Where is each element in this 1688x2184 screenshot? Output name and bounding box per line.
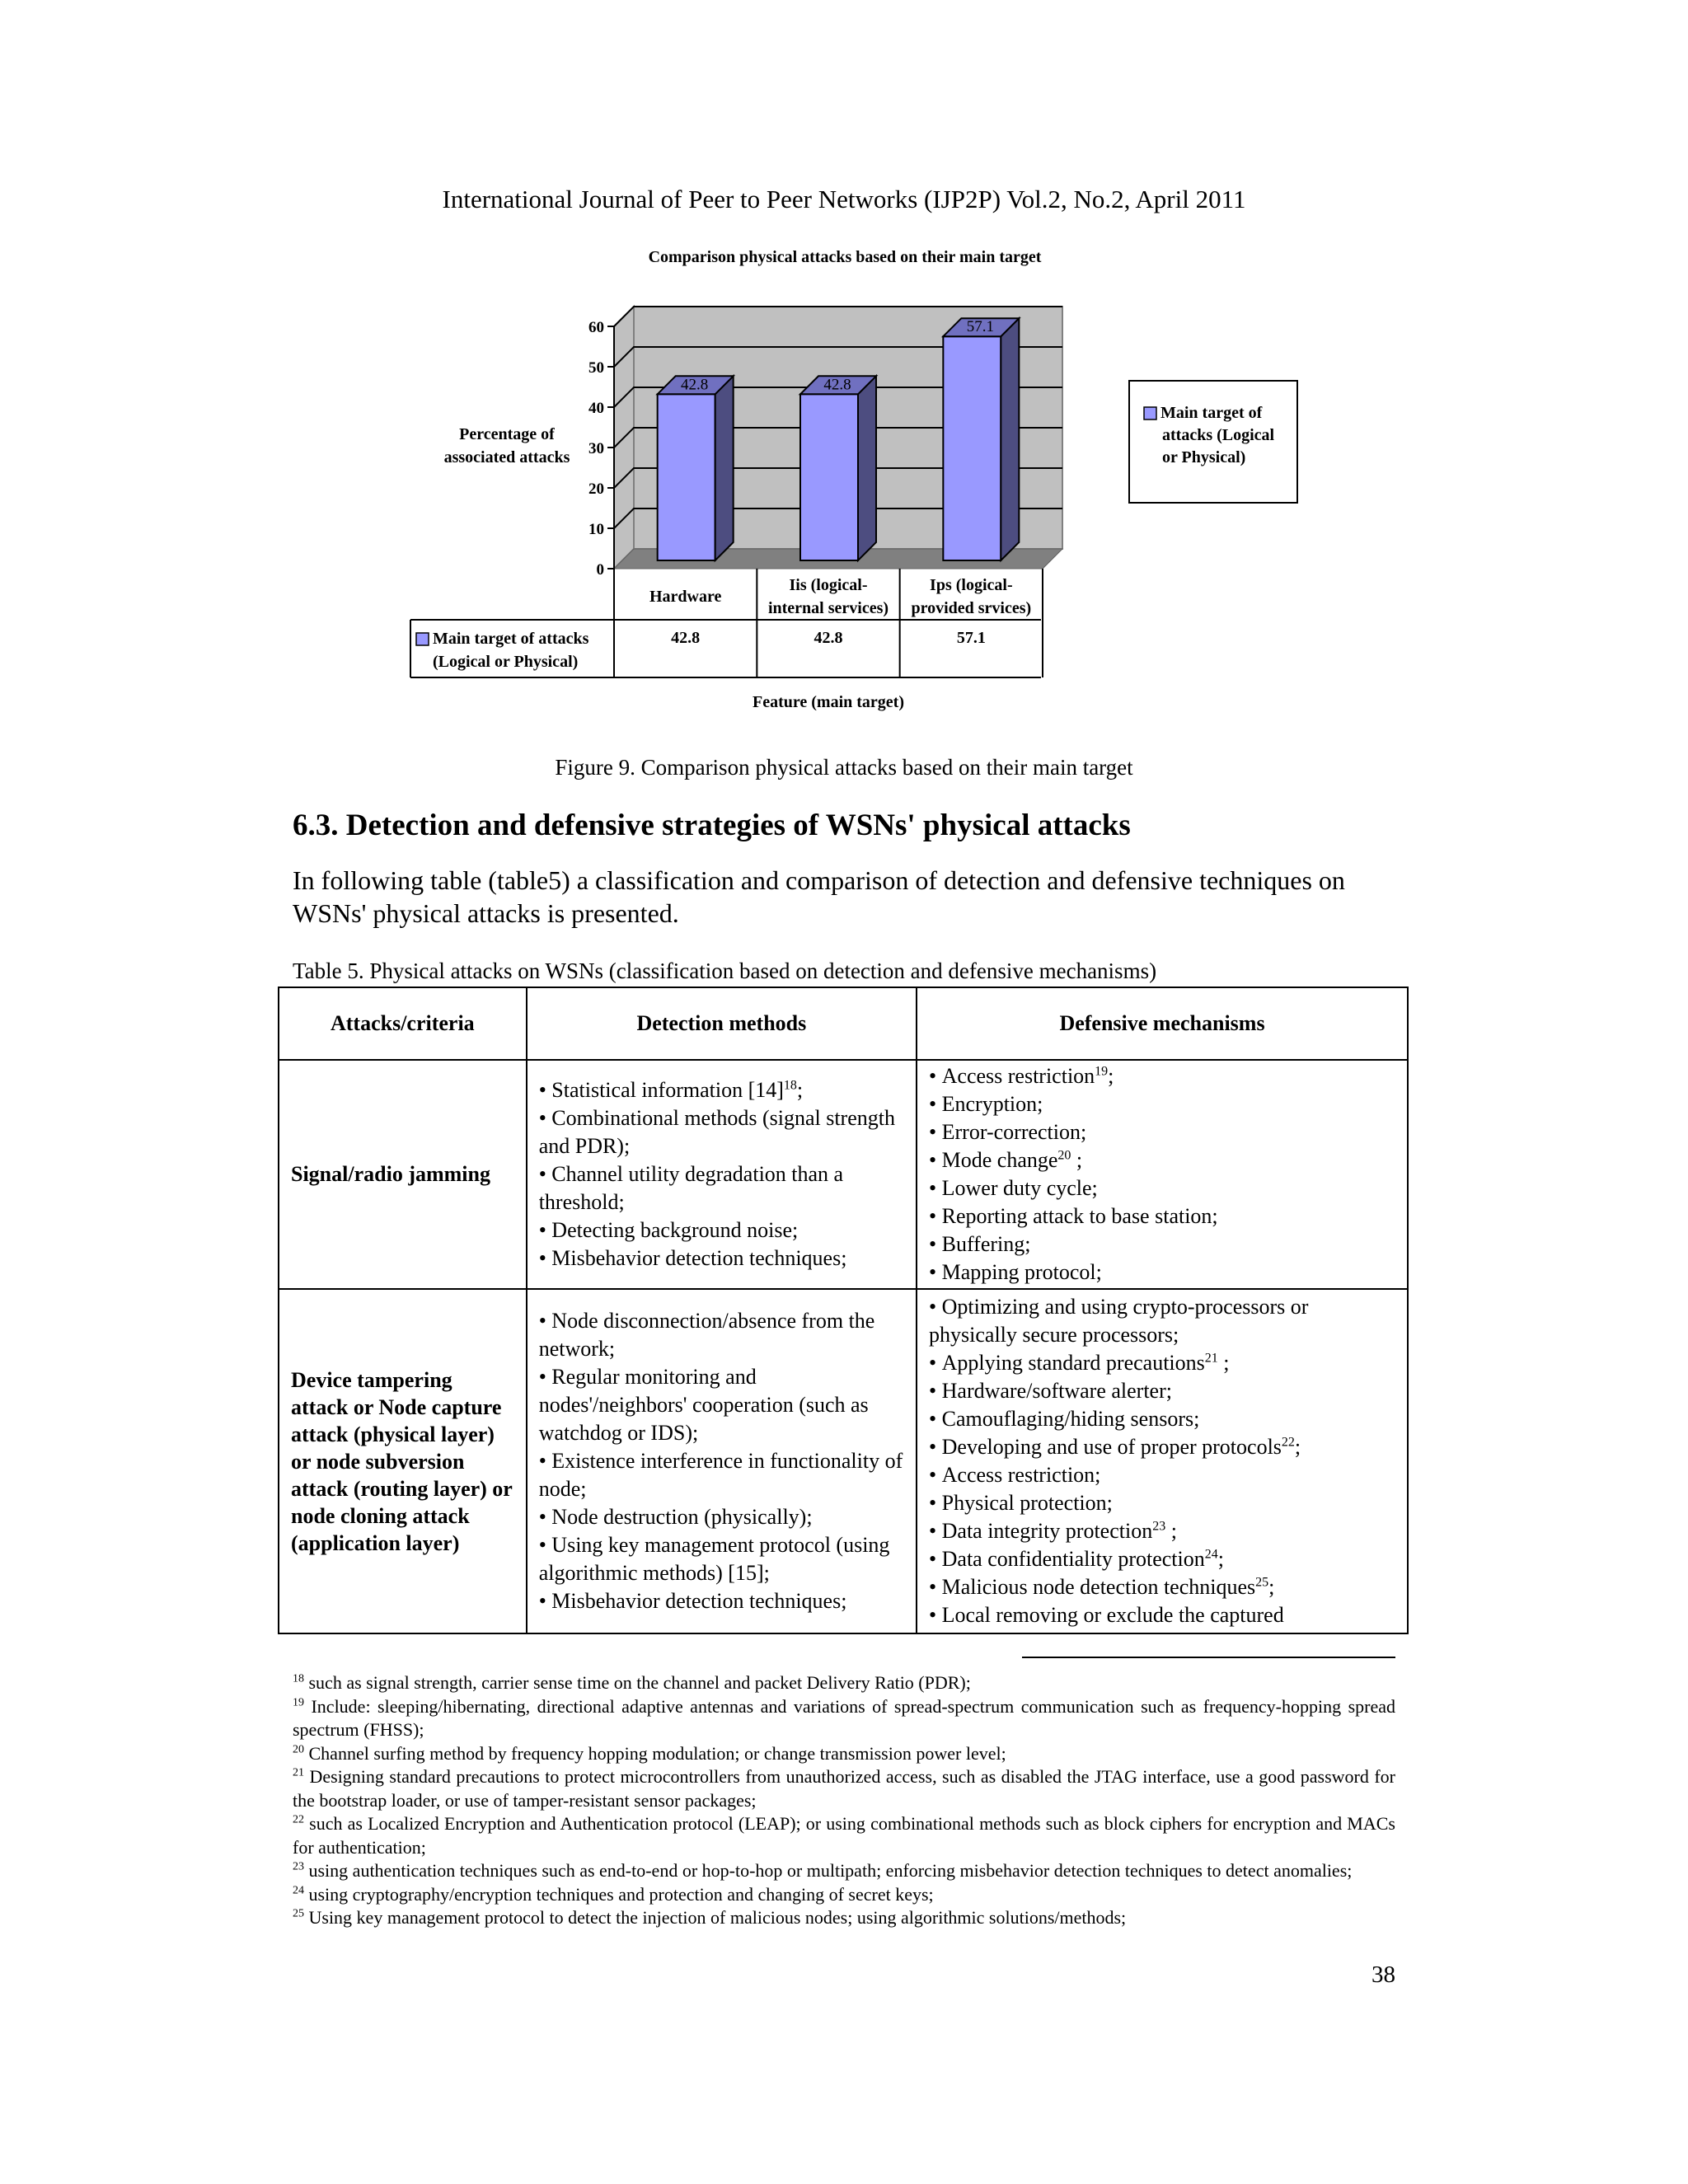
bullet-item: • Channel utility degradation than a threshold;: [539, 1160, 904, 1216]
footnote-ref: 19: [1095, 1064, 1109, 1079]
table-row: [279, 1289, 1408, 1633]
bullet-item: • Reporting attack to base station;: [929, 1202, 1395, 1230]
bullet-item: • Error-correction;: [929, 1118, 1395, 1146]
bullet-item: • Misbehavior detection techniques;: [539, 1587, 904, 1615]
defense-list: [917, 1060, 1408, 1289]
footnote: $^{21}$ Designing standard precautions to protect microcontrollers from unauthorized access, such as disabled the JTAG interface, use a good password for the bootstrap loader, or use of tamper-resistant sensor packages;: [293, 1766, 1395, 1811]
bullet-item: • Developing and use of proper protocols$^{22}$;: [929, 1433, 1395, 1461]
x-axis-label: Feature (main target): [752, 693, 905, 711]
bullet-item: • Node destruction (physically);: [539, 1503, 904, 1531]
footnote-ref: 25: [1255, 1575, 1269, 1590]
footnote: $^{24}$ using cryptography/encryption techniques and protection and changing of secret keys;: [293, 1883, 934, 1905]
legend-swatch: [1144, 407, 1156, 419]
bullet-item: • Optimizing and using crypto-processors or physically secure processors;: [929, 1293, 1395, 1349]
detection-list: [527, 1060, 917, 1289]
bar: [658, 394, 715, 560]
data-label: 42.8: [681, 376, 709, 394]
footnote: $^{25}$ Using key management protocol to detect the injection of malicious nodes; using algorithmic solutions/methods;: [293, 1907, 1127, 1928]
footnote: $^{22}$ such as Localized Encryption and Authentication protocol (LEAP); or using combinational methods such as block ciphers for encryption and MACs for authentication;: [293, 1813, 1395, 1858]
table-row: [279, 1060, 1408, 1289]
bullet-item: • Mapping protocol;: [929, 1258, 1395, 1286]
header-defensive-mechanisms: Defensive mechanisms: [917, 987, 1408, 1060]
y-tick-label: 40: [588, 400, 604, 417]
bullet-item: • Encryption;: [929, 1090, 1395, 1118]
data-table-value: 42.8: [671, 629, 701, 647]
journal-header: International Journal of Peer to Peer Networks (IJP2P) Vol.2, No.2, April 2011: [442, 185, 1246, 213]
bullet-item: • Node disconnection/absence from the network;: [539, 1307, 904, 1363]
bullet-item: • Data integrity protection$^{23}$ ;: [929, 1517, 1395, 1545]
bar-side: [1001, 318, 1019, 560]
footnote-ref: 20: [1057, 1148, 1071, 1163]
section-title: 6.3. Detection and defensive strategies of WSNs' physical attacks: [293, 808, 1131, 842]
bullet-item: • Physical protection;: [929, 1489, 1395, 1517]
x-category-label: Ips (logical-: [930, 576, 1013, 594]
footnote-ref: 22: [1281, 1435, 1295, 1450]
legend-label: or Physical): [1162, 448, 1246, 466]
legend-swatch: [416, 633, 429, 645]
detection-list: [527, 1289, 917, 1633]
legend-label: Main target of: [1160, 404, 1263, 422]
y-tick-label: 30: [588, 440, 604, 457]
bullet-item: • Applying standard precautions$^{21}$ ;: [929, 1349, 1395, 1377]
x-category-label: Hardware: [649, 588, 722, 606]
bar: [943, 336, 1001, 560]
series-row-label: (Logical or Physical): [433, 653, 579, 671]
bullet-item: • Detecting background noise;: [539, 1216, 904, 1244]
bullet-item: • Local removing or exclude the captured: [929, 1601, 1395, 1629]
bullet-item: • Camouflaging/hiding sensors;: [929, 1405, 1395, 1433]
bar-chart-svg: [396, 239, 1319, 717]
bullet-item: • Lower duty cycle;: [929, 1174, 1395, 1202]
y-axis-label: associated attacks: [443, 448, 570, 466]
footnote: $^{18}$ such as signal strength, carrier sense time on the channel and packet Delivery Ratio (PDR);: [293, 1672, 971, 1693]
table-header-row: [279, 987, 1408, 1060]
figure-caption: Figure 9. Comparison physical attacks based on their main target: [555, 755, 1133, 780]
attack-name: Signal/radio jamming: [279, 1060, 527, 1289]
y-tick-label: 10: [588, 521, 604, 538]
footnote-ref: 18: [783, 1078, 797, 1093]
bullet-item: • Buffering;: [929, 1230, 1395, 1258]
footnote: $^{20}$ Channel surfing method by frequency hopping modulation; or change transmission power level;: [293, 1742, 1006, 1764]
data-table-value: 57.1: [956, 629, 986, 647]
figure-9-chart: [396, 239, 1319, 717]
bullet-item: • Regular monitoring and nodes'/neighbors' cooperation (such as watchdog or IDS);: [539, 1363, 904, 1447]
footnote-ref: 21: [1204, 1351, 1218, 1366]
bar: [800, 394, 858, 560]
y-tick-label: 60: [588, 319, 604, 336]
header-detection-methods: Detection methods: [527, 987, 917, 1060]
page-number: 38: [1372, 1961, 1395, 1988]
bullet-item: • Hardware/software alerter;: [929, 1377, 1395, 1405]
bullet-item: • Existence interference in functionality of node;: [539, 1447, 904, 1503]
x-category-label: internal services): [767, 599, 889, 617]
x-category-label: Iis (logical-: [789, 576, 868, 594]
data-label: 57.1: [966, 318, 994, 336]
chart-title: Comparison physical attacks based on their main target: [648, 248, 1042, 266]
bullet-item: • Data confidentiality protection$^{24}$;: [929, 1545, 1395, 1573]
bullet-item: • Statistical information $[14]^{18}$;: [539, 1076, 904, 1104]
data-label: 42.8: [823, 376, 851, 394]
bullet-item: • Misbehavior detection techniques;: [539, 1244, 904, 1272]
data-table-value: 42.8: [814, 629, 843, 647]
bullet-item: • Combinational methods (signal strength and PDR);: [539, 1104, 904, 1160]
bullet-item: • Mode change$^{20}$ ;: [929, 1146, 1395, 1174]
table-5: [278, 987, 1409, 1634]
series-row-label: Main target of attacks: [433, 630, 589, 648]
footnotes: [293, 1671, 1395, 1930]
footnote-ref: 23: [1152, 1519, 1166, 1534]
legend-label: attacks (Logical: [1162, 426, 1275, 444]
y-axis-label: Percentage of: [459, 425, 555, 443]
attack-name: Device tampering attack or Node capture attack (physical layer) or node subversion attack (routing layer) or node cloning attack (application layer): [279, 1289, 527, 1633]
header-attacks-criteria: Attacks/criteria: [279, 987, 527, 1060]
x-category-label: provided srvices): [911, 599, 1032, 617]
footnote: $^{23}$ using authentication techniques such as end-to-end or hop-to-hop or multipath; enforcing misbehavior detection techniques to detect anomalies;: [293, 1860, 1353, 1881]
y-tick-label: 0: [596, 561, 604, 579]
section-paragraph: In following table (table5) a classification and comparison of detection and defensive techniques on WSNs' physical attacks is presented.: [293, 865, 1345, 928]
footnote-ref: 24: [1204, 1547, 1218, 1562]
footnote-rule: [1022, 1657, 1395, 1658]
y-tick-label: 50: [588, 359, 604, 377]
defense-list: [917, 1289, 1408, 1633]
bar-side: [858, 376, 876, 560]
footnote: $^{19}$ Include: sleeping/hibernating, directional adaptive antennas and variations of spread-spectrum communication such as frequency-hopping spread spectrum (FHSS);: [293, 1695, 1395, 1740]
bullet-item: • Access restriction$^{19}$;: [929, 1062, 1395, 1090]
y-tick-label: 20: [588, 480, 604, 498]
bullet-item: • Using key management protocol (using algorithmic methods) [15];: [539, 1531, 904, 1587]
bullet-item: • Access restriction;: [929, 1461, 1395, 1489]
table-caption: Table 5. Physical attacks on WSNs (classification based on detection and defensive mechanisms): [293, 958, 1157, 983]
bar-side: [715, 376, 734, 560]
bullet-item: • Malicious node detection techniques$^{25}$;: [929, 1573, 1395, 1601]
